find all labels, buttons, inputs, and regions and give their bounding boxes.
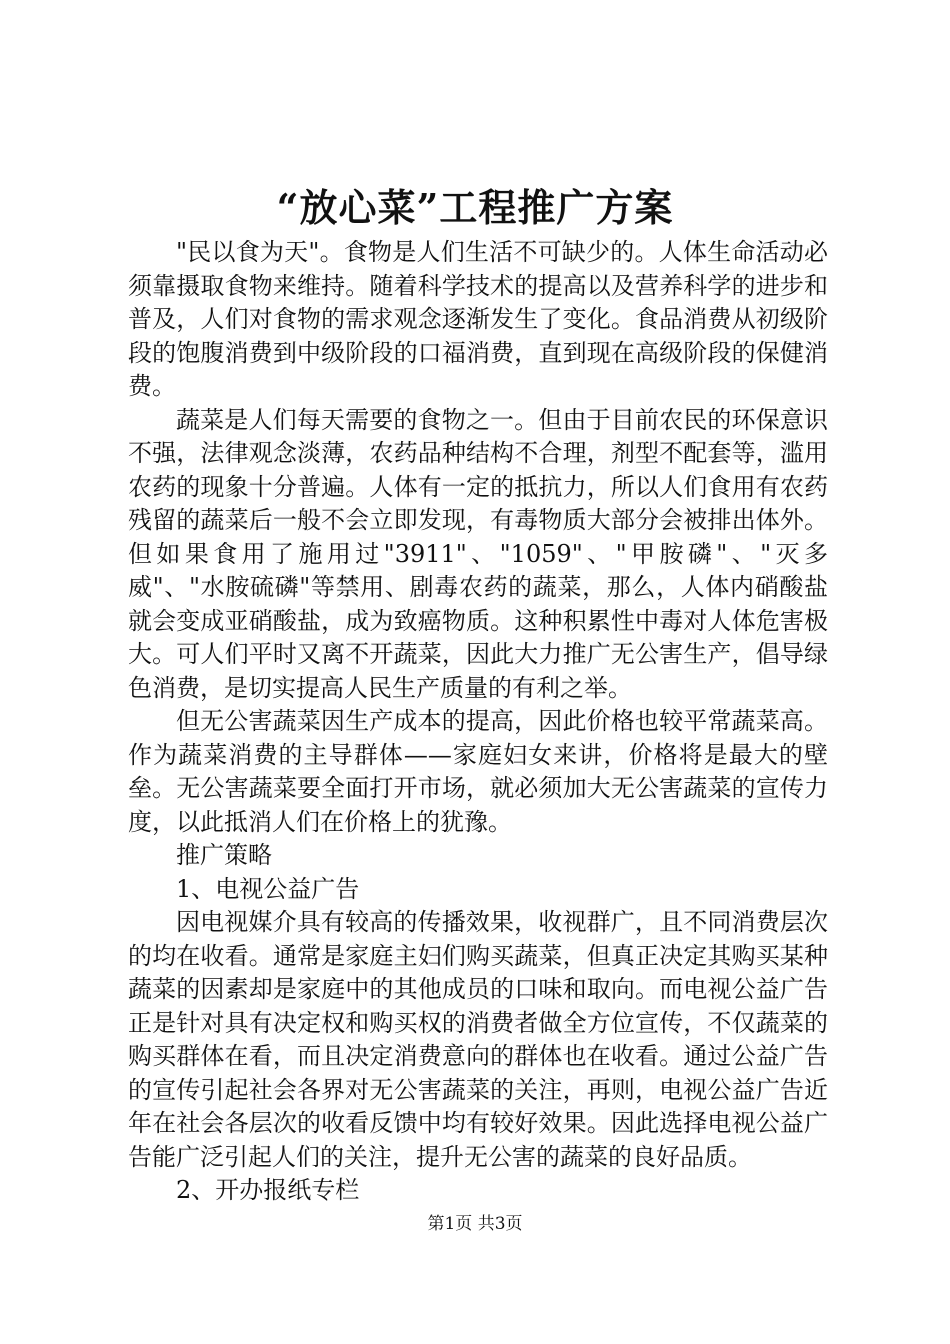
subheading-tv-ads: 1、电视公益广告: [176, 874, 360, 903]
section-heading-strategy: 推广策略: [176, 841, 272, 869]
paragraph-price: 但无公害蔬菜因生产成本的提高，因此价格也较平常蔬菜高。作为蔬菜消费的主导群体——家庭妇女来讲，价格将是最大的壁垒。无公害蔬菜要全面打开市场，就必须加大无公害蔬菜的宣传力度，以此抵消人们在价格上的犹豫。: [128, 707, 828, 836]
page-number-footer: 第1页 共3页: [427, 1214, 523, 1234]
subheading-newspaper: 2、开办报纸专栏: [176, 1176, 360, 1204]
paragraph-pesticide: 蔬菜是人们每天需要的食物之一。但由于目前农民的环保意识不强，法律观念淡薄，农药品种结构不合理，剂型不配套等，滥用农药的现象十分普遍。人体有一定的抵抗力，所以人们食用有农药残留的蔬菜后一般不会立即发现，有毒物质大部分会被排出体外。但如果食用了施用过"3911"、"1059"、"甲胺磷"、"灭多威"、"水胺硫磷"等禁用、剧毒农药的蔬菜，那么，人体内硝酸盐就会变成亚硝酸盐，成为致癌物质。这种积累性中毒对人体危害极大。可人们平时又离不开蔬菜，因此大力推广无公害生产，倡导绿色消费，是切实提高人民生产质量的有利之举。: [128, 405, 828, 702]
paragraph-tv-ads: 因电视媒介具有较高的传播效果，收视群广，且不同消费层次的均在收看。通常是家庭主妇们购买蔬菜，但真正决定其购买某种蔬菜的因素却是家庭中的其他成员的口味和取向。而电视公益广告正是针对具有决定权和购买权的消费者做全方位宣传，不仅蔬菜的购买群体在看，而且决定消费意向的群体也在收看。通过公益广告的宣传引起社会各界对无公害蔬菜的关注，再则，电视公益广告近年在社会各层次的收看反馈中均有较好效果。因此选择电视公益广告能广泛引起人们的关注，提升无公害的蔬菜的良好品质。: [128, 908, 828, 1171]
document-title: “放心菜”工程推广方案: [276, 185, 674, 230]
document-body: [128, 236, 828, 1208]
paragraph-intro: "民以食为天"。食物是人们生活不可缺少的。人体生命活动必须靠摄取食物来维持。随着科学技术的提高以及营养科学的进步和普及，人们对食物的需求观念逐渐发生了变化。食品消费从初级阶段的饱腹消费到中级阶段的口福消费，直到现在高级阶段的保健消费。: [128, 238, 828, 400]
